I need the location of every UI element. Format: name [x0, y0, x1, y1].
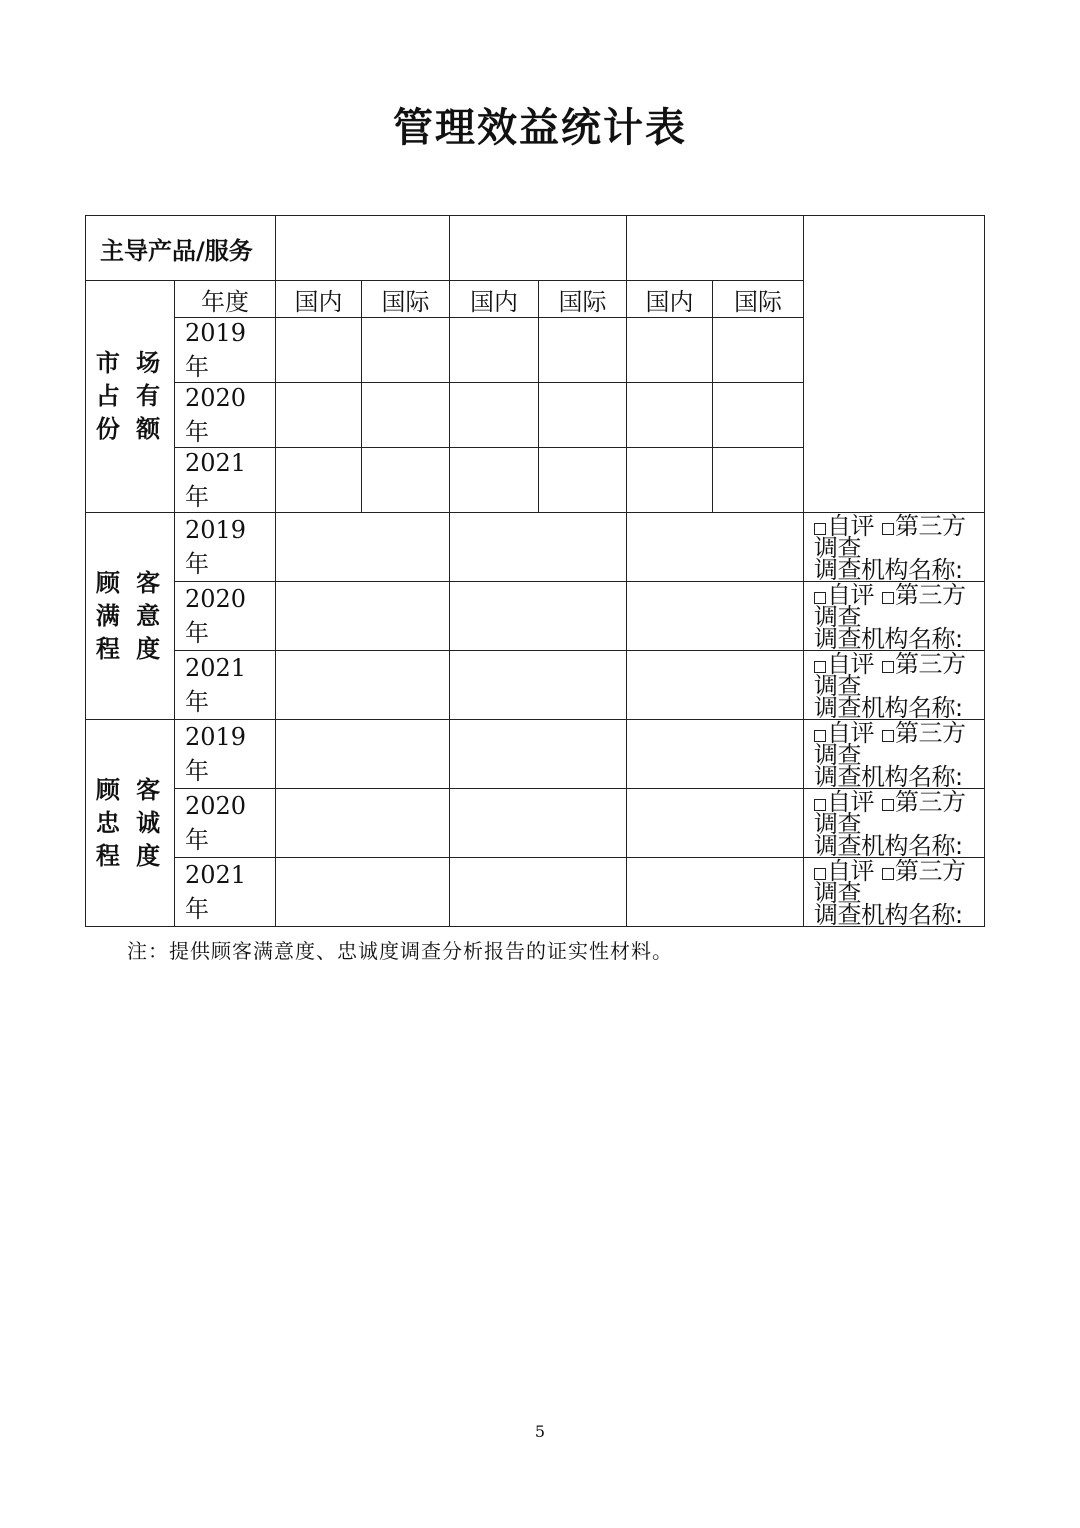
cell-input[interactable]: [627, 448, 713, 513]
domestic-header: 国内: [627, 281, 713, 318]
third-party-label: 第三方调查: [814, 581, 966, 631]
cell-input[interactable]: [627, 651, 804, 720]
domestic-header: 国内: [450, 281, 539, 318]
satisfaction-label: 顾 客 满 意 程 度: [86, 513, 175, 720]
cell-input[interactable]: [450, 318, 539, 383]
year-label: 2019 年: [175, 513, 276, 582]
cell-input[interactable]: [362, 448, 450, 513]
cell-input[interactable]: [627, 858, 804, 927]
cell-input[interactable]: [276, 318, 362, 383]
cell-input[interactable]: [450, 858, 627, 927]
cell-input[interactable]: [450, 789, 627, 858]
cell-input[interactable]: [627, 720, 804, 789]
year-label: 2020 年: [175, 789, 276, 858]
cell-input[interactable]: [276, 383, 362, 448]
cell-input[interactable]: [627, 513, 804, 582]
year-label: 2021 年: [175, 651, 276, 720]
product-label: 主导产品/服务: [86, 216, 276, 281]
cell-input[interactable]: [276, 720, 450, 789]
cell-input[interactable]: [627, 318, 713, 383]
cell-input[interactable]: [276, 582, 450, 651]
third-party-checkbox[interactable]: [882, 523, 894, 535]
agency-name-label: 调查机构名称:: [814, 625, 963, 653]
cell-input[interactable]: [276, 651, 450, 720]
cell-input[interactable]: [450, 448, 539, 513]
year-label: 2021 年: [175, 448, 276, 513]
self-eval-label: 自评: [827, 788, 875, 816]
agency-name-label: 调查机构名称:: [814, 694, 963, 722]
agency-name-label: 调查机构名称:: [814, 832, 963, 860]
survey-method-cell: [804, 720, 985, 789]
third-party-label: 第三方调查: [814, 719, 966, 769]
market-share-label: 市 场 占 有 份 额: [86, 281, 175, 513]
year-label: 2020 年: [175, 582, 276, 651]
third-party-checkbox[interactable]: [882, 730, 894, 742]
cell-input[interactable]: [450, 720, 627, 789]
cell-input[interactable]: [450, 383, 539, 448]
cell-input[interactable]: [713, 383, 804, 448]
market-share-side-blank: [804, 216, 985, 513]
page-title: 管理效益统计表: [393, 105, 687, 151]
cell-input[interactable]: [627, 383, 713, 448]
survey-method-cell: [804, 651, 985, 720]
cell-input[interactable]: [362, 383, 450, 448]
agency-name-label: 调查机构名称:: [814, 556, 963, 584]
cell-input[interactable]: [539, 318, 627, 383]
cell-input[interactable]: [627, 789, 804, 858]
survey-method-cell: [804, 789, 985, 858]
cell-input[interactable]: [713, 318, 804, 383]
cell-input[interactable]: [362, 318, 450, 383]
footnote: 注：提供顾客满意度、忠诚度调查分析报告的证实性材料。: [127, 939, 673, 963]
product-input-1[interactable]: [276, 216, 450, 281]
stats-table: [85, 215, 985, 927]
third-party-checkbox[interactable]: [882, 661, 894, 673]
agency-name-label: 调查机构名称:: [814, 901, 963, 929]
cell-input[interactable]: [450, 651, 627, 720]
international-header: 国际: [362, 281, 450, 318]
agency-name-label: 调查机构名称:: [814, 763, 963, 791]
third-party-checkbox[interactable]: [882, 799, 894, 811]
self-eval-label: 自评: [827, 512, 875, 540]
cell-input[interactable]: [450, 582, 627, 651]
self-eval-label: 自评: [827, 581, 875, 609]
year-label: 2019 年: [175, 318, 276, 383]
domestic-header: 国内: [276, 281, 362, 318]
survey-method-cell: [804, 858, 985, 927]
survey-method-cell: [804, 582, 985, 651]
self-eval-label: 自评: [827, 857, 875, 885]
third-party-checkbox[interactable]: [882, 868, 894, 880]
survey-method-cell: [804, 513, 985, 582]
third-party-label: 第三方调查: [814, 650, 966, 700]
year-label: 2019 年: [175, 720, 276, 789]
international-header: 国际: [713, 281, 804, 318]
product-input-2[interactable]: [450, 216, 627, 281]
third-party-label: 第三方调查: [814, 788, 966, 838]
cell-input[interactable]: [627, 582, 804, 651]
third-party-checkbox[interactable]: [882, 592, 894, 604]
cell-input[interactable]: [276, 789, 450, 858]
product-input-3[interactable]: [627, 216, 804, 281]
cell-input[interactable]: [276, 448, 362, 513]
cell-input[interactable]: [539, 448, 627, 513]
year-header: 年度: [175, 281, 276, 318]
cell-input[interactable]: [539, 383, 627, 448]
cell-input[interactable]: [713, 448, 804, 513]
page-number: 5: [534, 1422, 546, 1441]
international-header: 国际: [539, 281, 627, 318]
cell-input[interactable]: [276, 513, 450, 582]
cell-input[interactable]: [450, 513, 627, 582]
third-party-label: 第三方调查: [814, 857, 966, 907]
year-label: 2021 年: [175, 858, 276, 927]
third-party-label: 第三方调查: [814, 512, 966, 562]
loyalty-label: 顾 客 忠 诚 程 度: [86, 720, 175, 927]
self-eval-label: 自评: [827, 719, 875, 747]
year-label: 2020 年: [175, 383, 276, 448]
self-eval-label: 自评: [827, 650, 875, 678]
cell-input[interactable]: [276, 858, 450, 927]
